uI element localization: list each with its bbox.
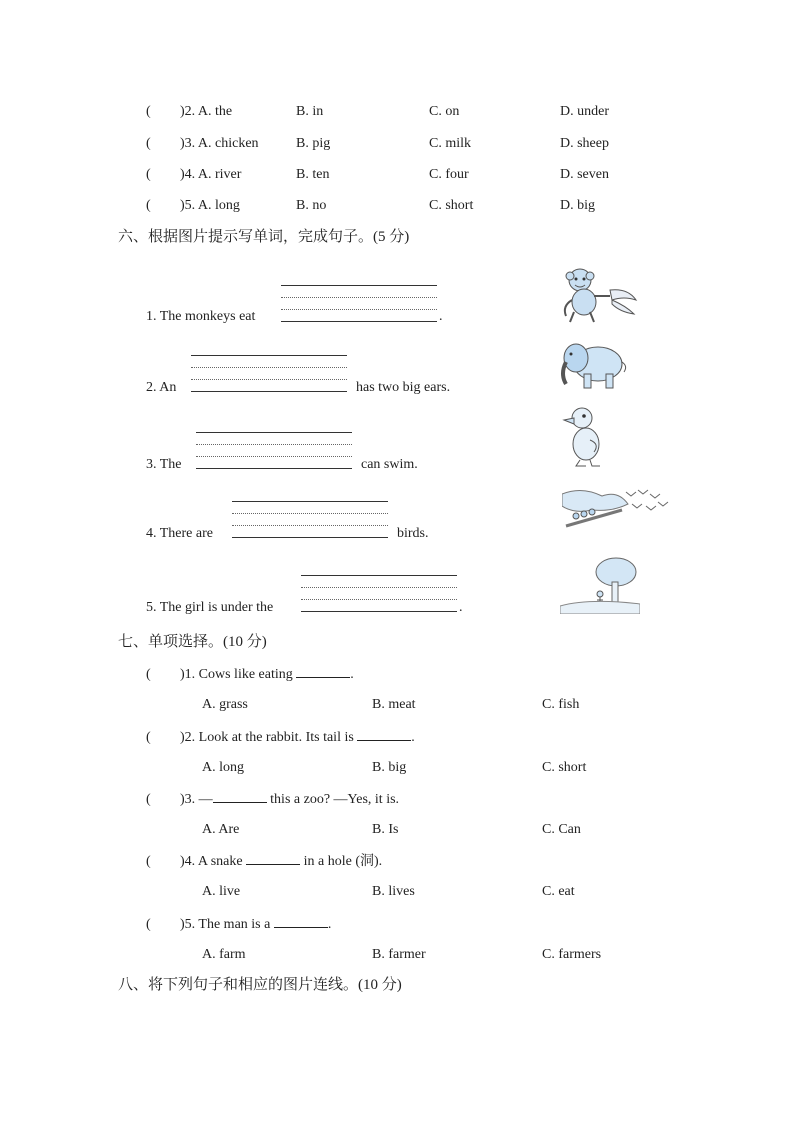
sentence-3-end: can swim. (361, 457, 418, 472)
option-a: A. long (202, 760, 244, 775)
monkey-image (558, 264, 642, 324)
writing-lines-2[interactable] (191, 355, 347, 391)
girl-under-tree-image (560, 554, 640, 614)
birds-in-tree-image (562, 486, 670, 534)
section-8-heading: 八、将下列句子和相应的图片连线。(10 分) (118, 977, 402, 993)
option-a: A. Are (202, 822, 240, 837)
question-1: ( )1. Cows like eating . (146, 667, 354, 682)
option-d: D. sheep (560, 136, 609, 151)
option-a: A. farm (202, 947, 246, 962)
duck-image (560, 404, 608, 470)
option-b: B. lives (372, 884, 415, 899)
option-c: C. farmers (542, 947, 602, 962)
mc-row: ( )2. A. the (146, 104, 233, 119)
option-b: B. Is (372, 822, 399, 837)
section-6-heading: 六、根据图片提示写单词，完成句子。(5 分) (118, 229, 410, 245)
sentence-3-start: 3. The (146, 457, 182, 472)
sentence-1-end: . (439, 309, 443, 324)
option-c: C. short (542, 760, 587, 775)
option-c: C. eat (542, 884, 575, 899)
option-c: C. fish (542, 697, 580, 712)
option-d: D. under (560, 104, 609, 119)
writing-lines-4[interactable] (232, 501, 388, 537)
question-5: ( )5. The man is a . (146, 917, 332, 932)
option-b: B. meat (372, 697, 416, 712)
option-b: B. big (372, 760, 407, 775)
mc-row: ( )5. A. long (146, 198, 240, 213)
mc-row: ( )3. A. chicken (146, 136, 259, 151)
writing-lines-5[interactable] (301, 575, 457, 611)
question-4: ( )4. A snake in a hole (洞). (146, 854, 383, 869)
option-b: B. no (296, 198, 327, 213)
option-d: D. big (560, 198, 595, 213)
option-b: B. in (296, 104, 324, 119)
option-b: B. farmer (372, 947, 426, 962)
option-b: B. ten (296, 167, 330, 182)
question-3: ( )3. — this a zoo? —Yes, it is. (146, 792, 400, 807)
option-c: C. on (429, 104, 460, 119)
sentence-4-start: 4. There are (146, 526, 213, 541)
option-a: A. live (202, 884, 241, 899)
sentence-2-end: has two big ears. (356, 380, 451, 395)
option-c: C. four (429, 167, 469, 182)
question-2: ( )2. Look at the rabbit. Its tail is . (146, 730, 415, 745)
answer-blank[interactable] (213, 790, 267, 803)
sentence-1-start: 1. The monkeys eat (146, 309, 256, 324)
option-b: B. pig (296, 136, 331, 151)
section-7-heading: 七、单项选择。(10 分) (118, 634, 267, 650)
answer-blank[interactable] (274, 915, 328, 928)
answer-blank[interactable] (246, 852, 300, 865)
sentence-5-start: 5. The girl is under the (146, 600, 274, 615)
answer-blank[interactable] (296, 665, 350, 678)
option-a: A. grass (202, 697, 248, 712)
writing-lines-3[interactable] (196, 432, 352, 468)
option-c: C. milk (429, 136, 472, 151)
writing-lines-1[interactable] (281, 285, 437, 321)
option-d: D. seven (560, 167, 609, 182)
elephant-image (558, 334, 630, 394)
sentence-4-end: birds. (397, 526, 429, 541)
option-c: C. Can (542, 822, 581, 837)
answer-blank[interactable] (357, 728, 411, 741)
mc-row: ( )4. A. river (146, 167, 242, 182)
sentence-2-start: 2. An (146, 380, 177, 395)
sentence-5-end: . (459, 600, 463, 615)
option-c: C. short (429, 198, 474, 213)
